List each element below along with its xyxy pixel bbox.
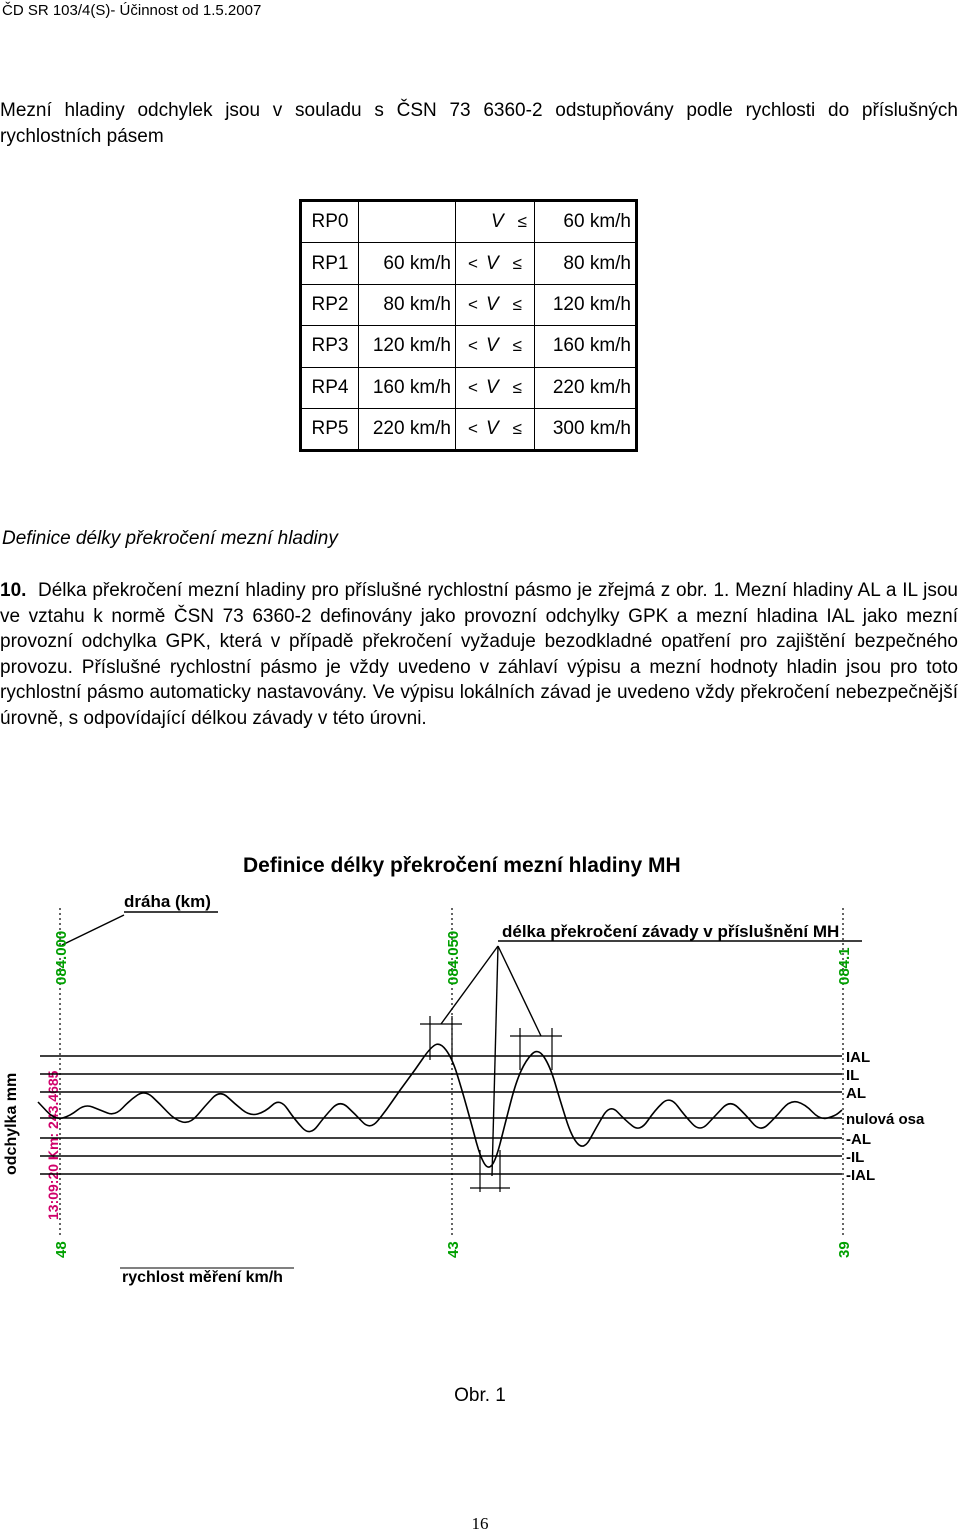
level-label: -IAL <box>846 1167 876 1184</box>
band-lower-limit <box>359 201 456 243</box>
band-upper-limit: 220 km/h <box>535 367 637 408</box>
band-lower-limit: 80 km/h <box>359 284 456 325</box>
speed-band-row <box>301 284 637 325</box>
less-than-sign: < <box>468 294 478 314</box>
speed-band-row <box>301 326 637 367</box>
band-condition <box>456 408 535 450</box>
track-label-pointer <box>62 915 124 945</box>
less-or-equal-sign: ≤ <box>512 336 522 356</box>
speed-variable: V <box>485 376 499 398</box>
km-mark-label: 084.050 <box>445 930 462 985</box>
speed-value-label: 39 <box>836 1241 853 1258</box>
timestamp-label: 13:09:20 Km: 243.4685 <box>45 1070 61 1220</box>
band-upper-limit: 160 km/h <box>535 326 637 367</box>
speed-variable: V <box>490 211 504 233</box>
band-label: RP5 <box>301 408 359 450</box>
level-label: -AL <box>846 1131 871 1148</box>
band-upper-limit: 80 km/h <box>535 243 637 284</box>
figure-caption: Obr. 1 <box>454 1385 506 1406</box>
band-label: RP3 <box>301 326 359 367</box>
level-label: IL <box>846 1067 860 1084</box>
less-or-equal-sign: ≤ <box>512 253 522 273</box>
document-header: ČD SR 103/4(S)- Účinnost od 1.5.2007 <box>2 2 262 19</box>
speed-variable: V <box>485 252 499 274</box>
band-lower-limit: 160 km/h <box>359 367 456 408</box>
km-mark-label: 084.000 <box>53 930 70 985</box>
band-condition <box>456 326 535 367</box>
page-number: 16 <box>471 1514 489 1533</box>
less-than-sign: < <box>468 336 478 356</box>
less-than-sign: < <box>468 419 478 439</box>
paragraph-text: Délka překročení mezní hladiny pro příslušné rychlostní pásmo je zřejmá z obr. 1. Mezní hladiny AL a IL jsou ve vztahu k normě ČSN 73 6360-2 definovány jako provozní odchylky GPK a mezní hladina IAL jako mezní provozní odchylka GPK, která v případě překročení vyžaduje bezodkladné opatření pro zajištění bezpečného provozu. Příslušné rychlostní pásmo je vždy uvedeno v záhlaví výpisu a mezní hodnoty hladin jsou pro toto rychlostní pásmo automaticky nastavovány. Ve výpisu lokálních závad je uvedeno vždy překročení nebezpečnější úrovně, s odpovídající délkou závady v této úrovni. <box>0 580 958 729</box>
speed-band-row <box>301 201 637 243</box>
band-condition <box>456 284 535 325</box>
speed-band-row <box>301 408 637 450</box>
track-axis-label: dráha (km) <box>124 892 211 911</box>
section-heading: Definice délky překročení mezní hladiny <box>2 528 338 549</box>
less-or-equal-sign: ≤ <box>517 212 528 232</box>
deviation-curve <box>38 1044 842 1167</box>
deviation-axis-label: odchylka mm <box>3 1072 20 1175</box>
level-label: nulová osa <box>846 1111 925 1128</box>
band-upper-limit: 60 km/h <box>535 201 637 243</box>
band-upper-limit: 120 km/h <box>535 284 637 325</box>
speed-band-row <box>301 367 637 408</box>
speed-value-label: 43 <box>445 1241 462 1258</box>
speed-band-row <box>301 243 637 284</box>
level-label: IAL <box>846 1049 871 1066</box>
band-label: RP0 <box>301 201 359 243</box>
intro-paragraph: Mezní hladiny odchylek jsou v souladu s ČSN 73 6360-2 odstupňovány podle rychlosti do příslušných rychlostních pásem <box>0 100 958 147</box>
km-mark-label: 084.1 <box>836 947 853 985</box>
band-lower-limit: 60 km/h <box>359 243 456 284</box>
less-than-sign: < <box>468 377 478 397</box>
less-or-equal-sign: ≤ <box>512 377 522 397</box>
speed-variable: V <box>485 418 499 440</box>
band-label: RP1 <box>301 243 359 284</box>
speed-band-table <box>299 199 638 452</box>
less-or-equal-sign: ≤ <box>512 419 522 439</box>
figure-exceedance-length <box>0 820 960 1340</box>
band-label: RP4 <box>301 367 359 408</box>
figure-title: Definice délky překročení mezní hladiny MH <box>243 854 681 877</box>
defect-length-label: délka překročení závady v příslušnění MH <box>502 922 840 941</box>
band-lower-limit: 120 km/h <box>359 326 456 367</box>
defect-pointer <box>498 946 541 1036</box>
speed-value-label: 48 <box>53 1241 70 1258</box>
speed-variable: V <box>485 293 499 315</box>
band-condition <box>456 243 535 284</box>
paragraph-number: 10. <box>0 580 27 601</box>
defect-pointer <box>492 946 498 1176</box>
band-upper-limit: 300 km/h <box>535 408 637 450</box>
band-label: RP2 <box>301 284 359 325</box>
level-label: AL <box>846 1085 866 1102</box>
level-label: -IL <box>846 1149 865 1166</box>
speed-axis-label: rychlost měření km/h <box>122 1269 283 1286</box>
paragraph-10 <box>0 578 958 731</box>
band-lower-limit: 220 km/h <box>359 408 456 450</box>
less-or-equal-sign: ≤ <box>512 294 522 314</box>
speed-variable: V <box>485 335 499 357</box>
band-condition <box>456 367 535 408</box>
band-condition <box>456 201 535 243</box>
less-than-sign: < <box>468 253 478 273</box>
